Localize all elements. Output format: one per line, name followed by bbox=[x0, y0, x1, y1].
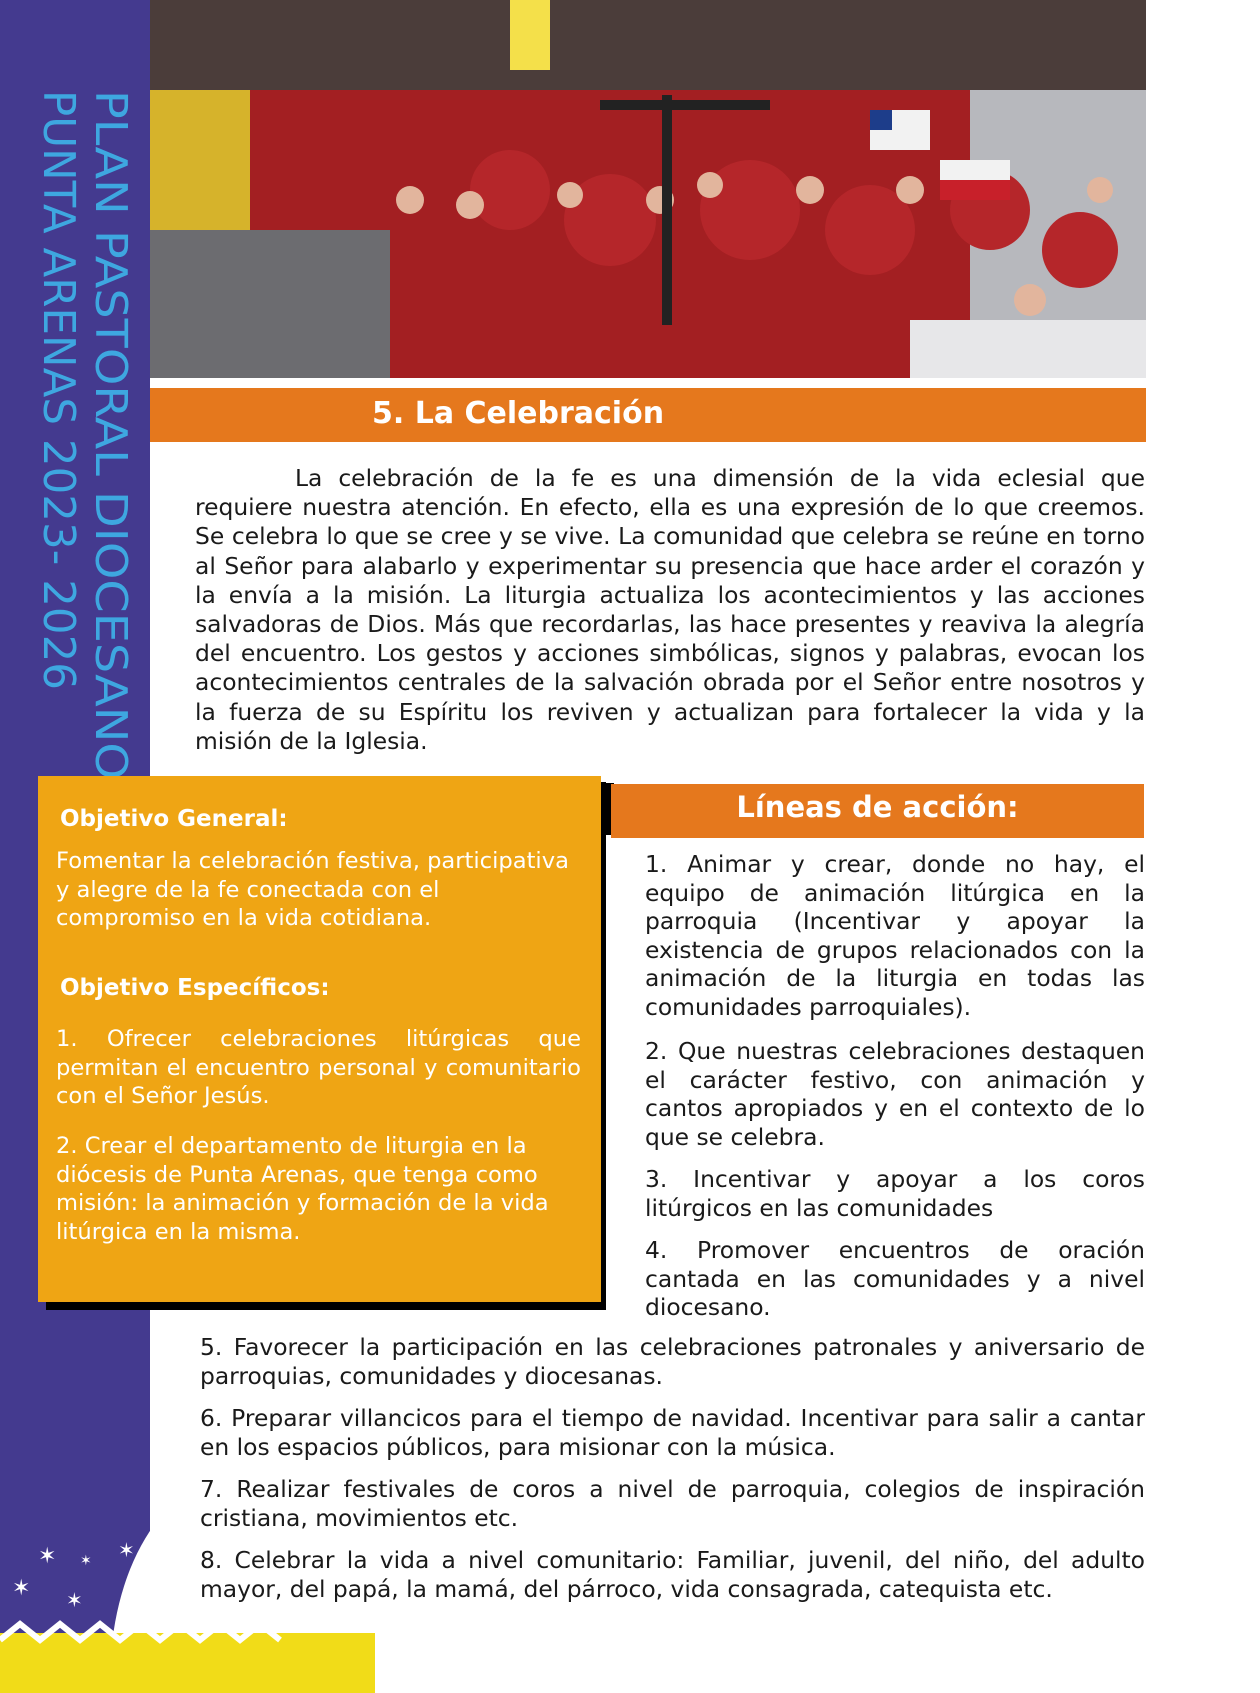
title-line-1: PLAN PASTORAL DIOCESANO bbox=[85, 90, 136, 727]
action-item: 6. Preparar villancicos para el tiempo de navidad. Incentivar para salir a cantar en los espacios públicos, para misionar con la música. bbox=[200, 1404, 1145, 1461]
action-item: 2. Que nuestras celebraciones destaquen el carácter festivo, con animación y cantos apropiados y en el contexto de lo que se celebra. bbox=[645, 1037, 1145, 1151]
action-item: 5. Favorecer la participación en las celebraciones patronales y aniversario de parroquias, comunidades y diocesanas. bbox=[200, 1333, 1145, 1390]
star-icon: ✶ bbox=[66, 1588, 83, 1612]
document-title bbox=[18, 90, 136, 780]
action-item: 1. Animar y crear, donde no hay, el equipo de animación litúrgica en la parroquia (Incentivar y apoyar la existencia de grupos relacionados con la animación de la liturgia en todas las comunidades parroquiales). bbox=[645, 850, 1145, 1021]
action-item: 3. Incentivar y apoyar a los coros litúrgicos en las comunidades bbox=[645, 1165, 1145, 1222]
star-icon: ✶ bbox=[118, 1538, 135, 1562]
procession-photo bbox=[150, 0, 1146, 378]
star-icon: ✶ bbox=[38, 1544, 57, 1569]
star-icon: ✶ bbox=[12, 1576, 31, 1601]
specific-objectives-heading: Objetivo Específicos: bbox=[60, 975, 330, 1001]
stars-decoration bbox=[0, 1535, 150, 1625]
star-icon: ✶ bbox=[80, 1553, 92, 1569]
general-objective-heading: Objetivo General: bbox=[60, 806, 288, 832]
section-title: 5. La Celebración bbox=[372, 396, 665, 431]
general-objective-text: Fomentar la celebración festiva, participativa y alegre de la fe conectada con el compromiso en la vida cotidiana. bbox=[56, 848, 569, 931]
action-item: 4. Promover encuentros de oración cantada en las comunidades y a nivel diocesano. bbox=[645, 1236, 1145, 1322]
action-item: 8. Celebrar la vida a nivel comunitario: Familiar, juvenil, del niño, del adulto mayor, del papá, la mamá, del párroco, vida consagrada, catequista etc. bbox=[200, 1546, 1145, 1603]
specific-objective-1: 1. Ofrecer celebraciones litúrgicas que permitan el encuentro personal y comunitario con el Señor Jesús. bbox=[56, 1026, 581, 1109]
title-line-2: PUNTA ARENAS 2023- 2026 bbox=[33, 90, 84, 697]
intro-paragraph: La celebración de la fe es una dimensión de la vida eclesial que requiere nuestra atención. En efecto, ella es una expresión de lo que creemos. Se celebra lo que se cree y se vive. La comunidad que celebra se reúne en torno al Señor para alabarlo y experimentar su presencia que hace arder el corazón y la envía a la misión. La liturgia actualiza los acontecimientos y las acciones salvadoras de Dios. Más que recordarlas, las hace presentes y reaviva la alegría del encuentro. Los gestos y acciones simbólicas, signos y palabras, evocan los acontecimientos centrales de la salvación obrada por el Señor entre nosotros y la fuerza de su Espíritu los reviven y actualizan para fortalecer la vida y la misión de la Iglesia. bbox=[195, 464, 1145, 755]
mountain-zigzag bbox=[0, 1620, 290, 1650]
specific-objective-2: 2. Crear el departamento de liturgia en la diócesis de Punta Arenas, que tenga como misión: la animación y formación de la vida litúrgica en la misma. bbox=[56, 1133, 549, 1245]
actions-heading: Líneas de acción: bbox=[736, 790, 1019, 824]
action-item: 7. Realizar festivales de coros a nivel de parroquia, colegios de inspiración cristiana, movimientos etc. bbox=[200, 1475, 1145, 1532]
